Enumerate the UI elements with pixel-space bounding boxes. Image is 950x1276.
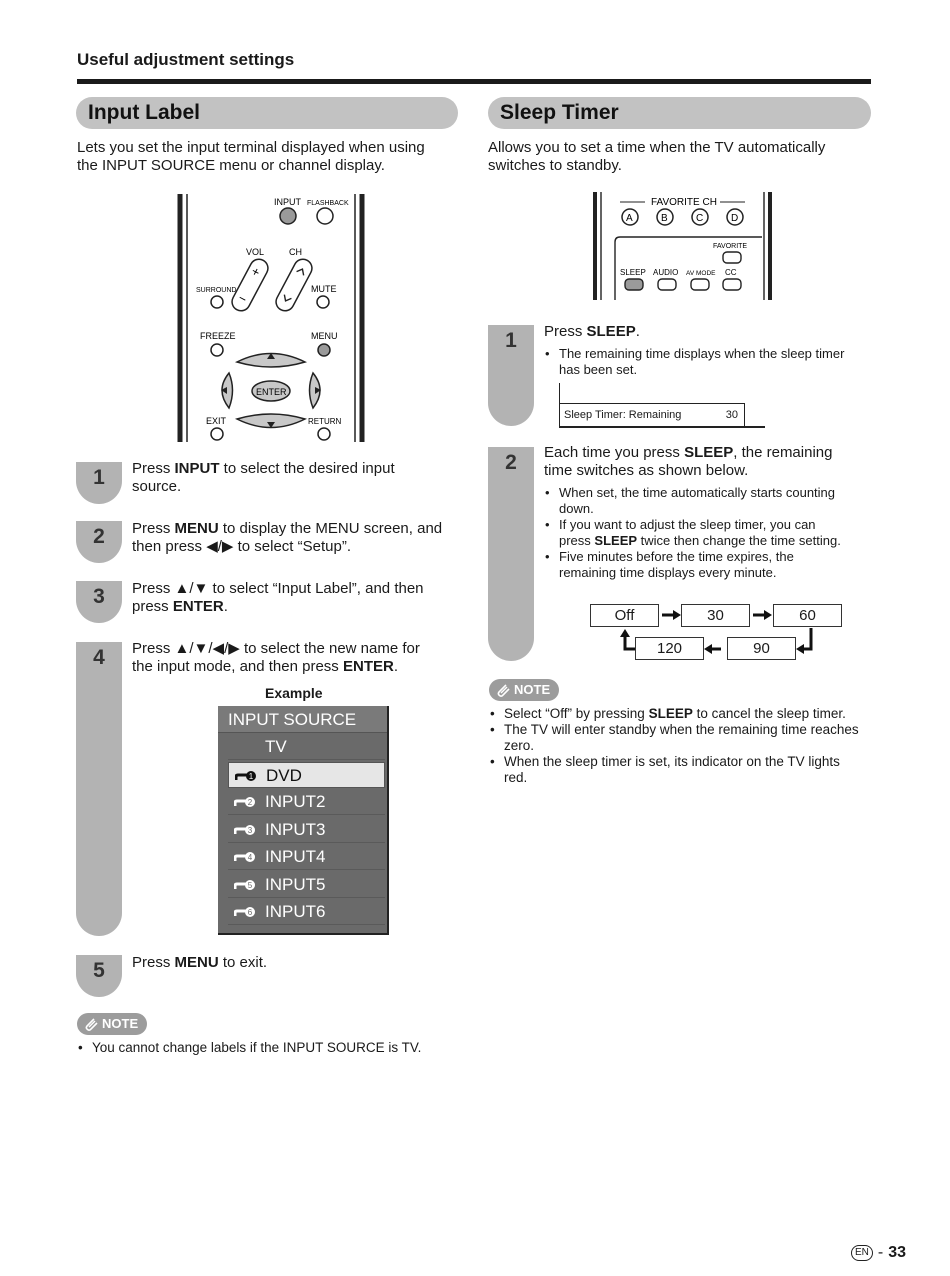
remote-flashback-label: FLASHBACK xyxy=(307,200,349,207)
step-3-text: Press ▲/▼ to select “Input Label”, and then press ENTER. xyxy=(132,580,424,615)
menu-item-label: TV xyxy=(265,737,287,756)
surround-button[interactable] xyxy=(211,296,223,308)
menu-item-label: DVD xyxy=(266,765,302,785)
step-number: 1 xyxy=(93,466,105,489)
osd-label: Sleep Timer: Remaining xyxy=(564,409,682,421)
av-mode-label: AV MODE xyxy=(686,270,716,277)
remote-control-illustration xyxy=(170,190,375,445)
sleep-note-list xyxy=(489,706,859,786)
av-mode-button[interactable] xyxy=(691,279,709,290)
svg-text:6: 6 xyxy=(247,908,253,917)
menu-item-label: INPUT3 xyxy=(265,819,326,839)
remote-surround-label: SURROUND xyxy=(196,287,237,294)
menu-item[interactable] xyxy=(228,734,385,760)
timer-option-90: 90 xyxy=(727,637,796,660)
freeze-button[interactable] xyxy=(211,344,223,356)
step-number: 2 xyxy=(93,525,105,548)
menu-item[interactable] xyxy=(228,899,385,925)
note-list xyxy=(77,1040,421,1056)
remote-enter-label: ENTER xyxy=(256,387,287,397)
bullet-item: • If you want to adjust the sleep timer, you can press SLEEP twice then change the time setting. xyxy=(544,517,841,549)
menu-title: INPUT SOURCE xyxy=(218,706,387,733)
step-number: 5 xyxy=(93,959,105,982)
svg-text:4: 4 xyxy=(247,853,253,862)
menu-item-label: INPUT4 xyxy=(265,847,326,866)
menu-item-label: INPUT2 xyxy=(265,792,326,811)
menu-item[interactable] xyxy=(228,762,385,788)
note-item: • Select “Off” by pressing SLEEP to cancel the sleep timer. xyxy=(489,706,859,722)
favorite-c-label: C xyxy=(696,213,704,224)
input-connector-icon xyxy=(234,905,256,919)
language-badge: EN xyxy=(851,1245,873,1261)
svg-text:5: 5 xyxy=(247,880,253,890)
example-label: Example xyxy=(265,685,323,701)
cc-label: CC xyxy=(725,268,737,277)
osd-value: 30 xyxy=(725,409,738,421)
note-item: • When the sleep timer is set, its indicator on the TV lights red. xyxy=(489,754,859,786)
section-header: Useful adjustment settings xyxy=(77,50,295,69)
timer-option-120: 120 xyxy=(635,637,704,660)
favorite-a-label: A xyxy=(626,213,633,224)
menu-item[interactable] xyxy=(228,789,385,815)
remote-mute-label: MUTE xyxy=(311,284,337,294)
paperclip-icon xyxy=(495,682,511,698)
menu-button[interactable] xyxy=(318,344,330,356)
sleep-step-2-bullets xyxy=(544,485,841,581)
sleep-osd-box xyxy=(560,403,745,426)
note-badge: NOTE xyxy=(489,679,559,701)
sleep-osd xyxy=(559,383,765,428)
svg-text:1: 1 xyxy=(248,771,254,781)
step-1-text: Press INPUT to select the desired input source. xyxy=(132,460,395,495)
intro-line: the INPUT SOURCE menu or channel display. xyxy=(77,157,385,174)
input-connector-icon xyxy=(234,878,256,892)
favorite-label: FAVORITE xyxy=(713,243,748,250)
step-2-text: Press MENU to display the MENU screen, and then press ◀/▶ to select “Setup”. xyxy=(132,520,443,555)
footer-separator: - xyxy=(877,1244,884,1261)
volume-rocker[interactable] xyxy=(229,256,271,314)
timer-cycle-arrows xyxy=(615,598,825,660)
remote-input-label: INPUT xyxy=(274,197,301,207)
intro-line: Allows you to set a time when the TV automatically xyxy=(488,139,826,156)
return-button[interactable] xyxy=(318,428,330,440)
step-number: 3 xyxy=(93,585,105,608)
step-number: 1 xyxy=(505,329,517,352)
input-label-intro xyxy=(77,139,425,175)
favorite-ch-label: FAVORITE CH xyxy=(651,197,717,208)
remote-freeze-label: FREEZE xyxy=(200,331,236,341)
menu-item-label: INPUT5 xyxy=(265,874,326,894)
sleep-button[interactable] xyxy=(625,279,643,290)
input-source-menu xyxy=(218,706,389,935)
input-label-heading: Input Label xyxy=(76,97,458,129)
remote-ch-label: CH xyxy=(289,247,302,257)
favorite-d-label: D xyxy=(731,213,739,224)
note-item: • You cannot change labels if the INPUT SOURCE is TV. xyxy=(77,1040,421,1056)
step-tab xyxy=(488,447,534,661)
paperclip-icon xyxy=(83,1016,99,1032)
remote-menu-label: MENU xyxy=(311,331,338,341)
menu-item-label: INPUT6 xyxy=(265,902,326,921)
note-badge: NOTE xyxy=(77,1013,147,1035)
sleep-step-1-bullets xyxy=(544,346,844,378)
favorite-b-label: B xyxy=(661,213,668,224)
sleep-timer-heading: Sleep Timer xyxy=(488,97,871,129)
step-tab xyxy=(76,642,122,936)
remote-sleep-illustration xyxy=(590,190,775,302)
svg-text:2: 2 xyxy=(247,798,253,807)
cc-button[interactable] xyxy=(723,279,741,290)
input-connector-icon xyxy=(234,850,256,864)
remote-return-label: RETURN xyxy=(308,417,342,426)
step-number: 4 xyxy=(93,646,105,669)
menu-item[interactable] xyxy=(228,872,385,898)
header-rule xyxy=(77,79,871,84)
step-number: 2 xyxy=(505,451,517,474)
input-connector-icon xyxy=(235,769,257,783)
step-4-text: Press ▲/▼/◀/▶ to select the new name for the input mode, and then press ENTER. xyxy=(132,640,420,675)
step-5-text: Press MENU to exit. xyxy=(132,954,268,971)
favorite-button[interactable] xyxy=(723,252,741,263)
timer-option-off: Off xyxy=(590,604,659,627)
timer-option-60: 60 xyxy=(773,604,842,627)
audio-button[interactable] xyxy=(658,279,676,290)
bullet-item: • The remaining time displays when the sleep timer has been set. xyxy=(544,346,844,378)
channel-rocker[interactable] xyxy=(273,256,315,314)
intro-line: switches to standby. xyxy=(488,157,622,174)
sleep-label: SLEEP xyxy=(620,268,646,277)
svg-text:−: − xyxy=(235,290,250,307)
menu-item[interactable] xyxy=(228,844,385,870)
sleep-step-1-text: Press SLEEP. xyxy=(544,323,640,340)
intro-line: Lets you set the input terminal displayed when using xyxy=(77,139,425,156)
input-connector-icon xyxy=(234,795,256,809)
bullet-item: • When set, the time automatically starts counting down. xyxy=(544,485,841,517)
note-item: • The TV will enter standby when the remaining time reaches zero. xyxy=(489,722,859,754)
page-number: 33 xyxy=(888,1244,907,1261)
page-footer xyxy=(851,1244,906,1262)
remote-exit-label: EXIT xyxy=(206,416,227,426)
menu-item[interactable] xyxy=(228,817,385,843)
audio-label: AUDIO xyxy=(653,268,679,277)
flashback-button[interactable] xyxy=(317,208,333,224)
timer-option-30: 30 xyxy=(681,604,750,627)
exit-button[interactable] xyxy=(211,428,223,440)
svg-text:+: + xyxy=(248,263,263,281)
input-button[interactable] xyxy=(280,208,296,224)
svg-text:3: 3 xyxy=(247,825,253,835)
sleep-step-2-text: Each time you press SLEEP, the remaining time switches as shown below. xyxy=(544,444,833,479)
mute-button[interactable] xyxy=(317,296,329,308)
sleep-timer-intro xyxy=(488,139,825,175)
input-connector-icon xyxy=(234,823,256,837)
bullet-item: • Five minutes before the time expires, the remaining time displays every minute. xyxy=(544,549,841,581)
remote-vol-label: VOL xyxy=(246,247,265,257)
